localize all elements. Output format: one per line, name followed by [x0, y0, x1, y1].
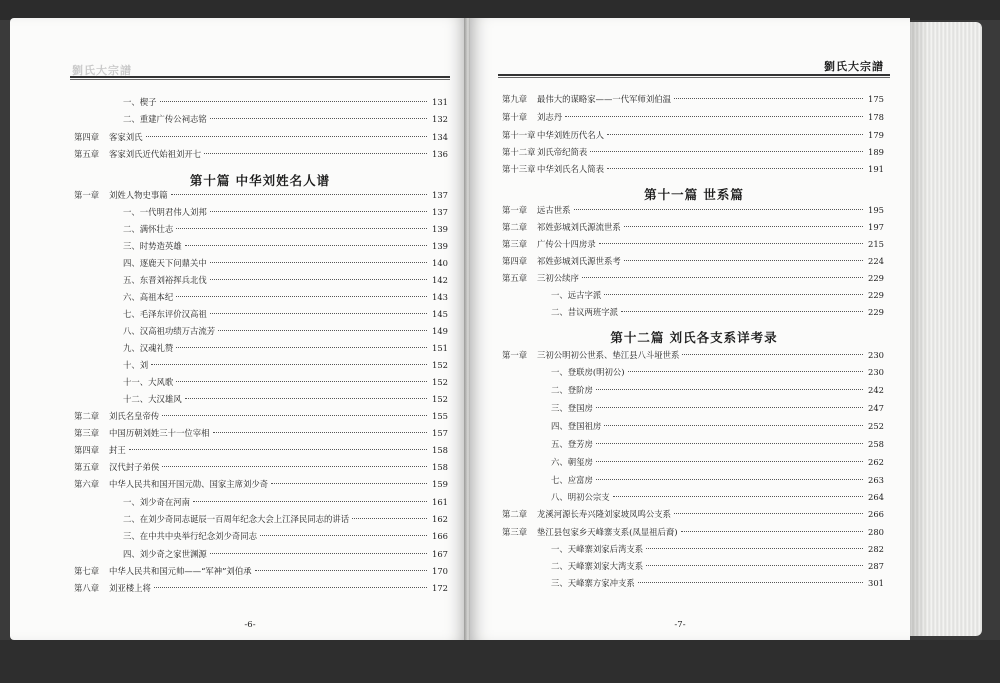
toc-entry: 六、朝玺房 262: [551, 457, 884, 467]
toc-entry: 第十一章 中华刘姓历代名人 179: [502, 130, 884, 140]
toc-entry: 五、登芳房 258: [551, 439, 884, 449]
toc-entry: 二、在刘少奇同志诞辰一百周年纪念大会上江泽民同志的讲话 162: [123, 514, 448, 524]
toc-entry: 第一章 刘姓人物史事篇 137: [74, 190, 448, 200]
toc-entry: 第一章 远古世系 195: [502, 205, 884, 215]
toc-entry: 第五章 三初公续序 229: [502, 273, 884, 283]
toc-entry: 三、时势造英雄 139: [123, 241, 448, 251]
toc-entry: 第十三章 中华刘氏名人简表 191: [502, 164, 884, 174]
toc-entry: 四、登国祖房 252: [551, 421, 884, 431]
toc-entry: 第二章 刘氏名皇帝传 155: [74, 411, 448, 421]
section-title-12: 第十二篇 刘氏各支系详考录: [610, 330, 778, 345]
toc-entry: 一、登联房(明初公) 230: [551, 367, 884, 377]
toc-entry: 二、重建广传公祠志铭 132: [123, 114, 448, 124]
toc-entry: 第四章 客家刘氏 134: [74, 132, 448, 142]
section-title-10: 第十篇 中华刘姓名人谱: [189, 173, 331, 188]
toc-entry: 三、天峰寨方家冲支系 301: [551, 578, 884, 588]
toc-entry: 第三章 中国历朝刘姓三十一位宰相 157: [74, 428, 448, 438]
toc-entry: 六、高祖本纪 143: [123, 292, 448, 302]
toc-entry: 第十章 刘志丹 178: [502, 112, 884, 122]
toc-entry: 四、逐鹿天下问鼎关中 140: [123, 258, 448, 268]
toc-entry: 第五章 汉代封子弟侯 158: [74, 462, 448, 472]
toc-entry: 第二章 祁姓彭城刘氏源流世系 197: [502, 222, 884, 232]
toc-entry: 三、在中共中央举行纪念刘少奇同志 166: [123, 531, 448, 541]
toc-entry: 八、明初公宗支 264: [551, 492, 884, 502]
toc-entry: 七、毛泽东评价汉高祖 145: [123, 309, 448, 319]
background-top: [0, 0, 1000, 20]
page-number-right: -7-: [674, 620, 686, 630]
header-rule: [70, 76, 450, 80]
header-rule: [498, 74, 890, 78]
toc-entry: 二、昔议两班字派 229: [551, 307, 884, 317]
toc-entry: 第三章 广传公十四房录 215: [502, 239, 884, 249]
section-title-11: 第十一篇 世系篇: [644, 187, 744, 202]
toc-entry: 二、登阶房 242: [551, 385, 884, 395]
toc-entry: 第七章 中华人民共和国元帅——“军神”刘伯承 170: [74, 566, 448, 576]
page-number-left: -6-: [244, 620, 256, 630]
toc-entry: 第三章 垫江县包家乡天峰寨支系(凤显祖后裔) 280: [502, 527, 884, 537]
toc-entry: 第十二章 刘氏帝纪简表 189: [502, 147, 884, 157]
toc-entry: 七、应富房 263: [551, 475, 884, 485]
toc-entry: 十二、大汉雄风 152: [123, 394, 448, 404]
toc-entry: 四、刘少奇之家世渊源 167: [123, 549, 448, 559]
toc-entry: 第五章 客家刘氏近代始祖刘开七 136: [74, 149, 448, 159]
toc-entry: 十一、大风歌 152: [123, 377, 448, 387]
toc-entry: 第四章 封王 158: [74, 445, 448, 455]
toc-entry: 九、汉魂礼赞 151: [123, 343, 448, 353]
toc-entry: 一、天峰寨刘家后湾支系 282: [551, 544, 884, 554]
left-page: [10, 18, 466, 640]
toc-entry: 三、登国房 247: [551, 403, 884, 413]
toc-entry: 第八章 刘亚楼上将 172: [74, 583, 448, 593]
toc-entry: 十、刘 152: [123, 360, 448, 370]
toc-entry: 八、汉高祖功绩万古流芳 149: [123, 326, 448, 336]
toc-entry: 五、东晋刘裕挥兵北伐 142: [123, 275, 448, 285]
toc-entry: 第六章 中华人民共和国开国元勋、国家主席刘少奇 159: [74, 479, 448, 489]
toc-entry: 一、楔子 131: [123, 97, 448, 107]
toc-entry: 一、刘少奇在河南 161: [123, 497, 448, 507]
running-title-ghost: 劉氏大宗譜: [72, 64, 132, 77]
toc-entry: 二、满怀壮志 139: [123, 224, 448, 234]
toc-entry: 第九章 最伟大的谋略家——一代军师刘伯温 175: [502, 94, 884, 104]
toc-entry: 一、远古字派 229: [551, 290, 884, 300]
running-title: 劉氏大宗譜: [824, 60, 884, 73]
toc-entry: 二、天峰寨刘家大湾支系 287: [551, 561, 884, 571]
page-edges-shade: [910, 22, 928, 636]
background-bottom: [0, 640, 1000, 683]
toc-entry: 一、一代明君伟人刘邦 137: [123, 207, 448, 217]
toc-entry: 第一章 三初公明初公世系、垫江县八斗垭世系 230: [502, 350, 884, 360]
right-page: [470, 18, 910, 640]
toc-entry: 第四章 祁姓彭城刘氏源世系考 224: [502, 256, 884, 266]
toc-entry: 第二章 龙溪河源长寿兴隆刘家坡凤鸣公支系 266: [502, 509, 884, 519]
